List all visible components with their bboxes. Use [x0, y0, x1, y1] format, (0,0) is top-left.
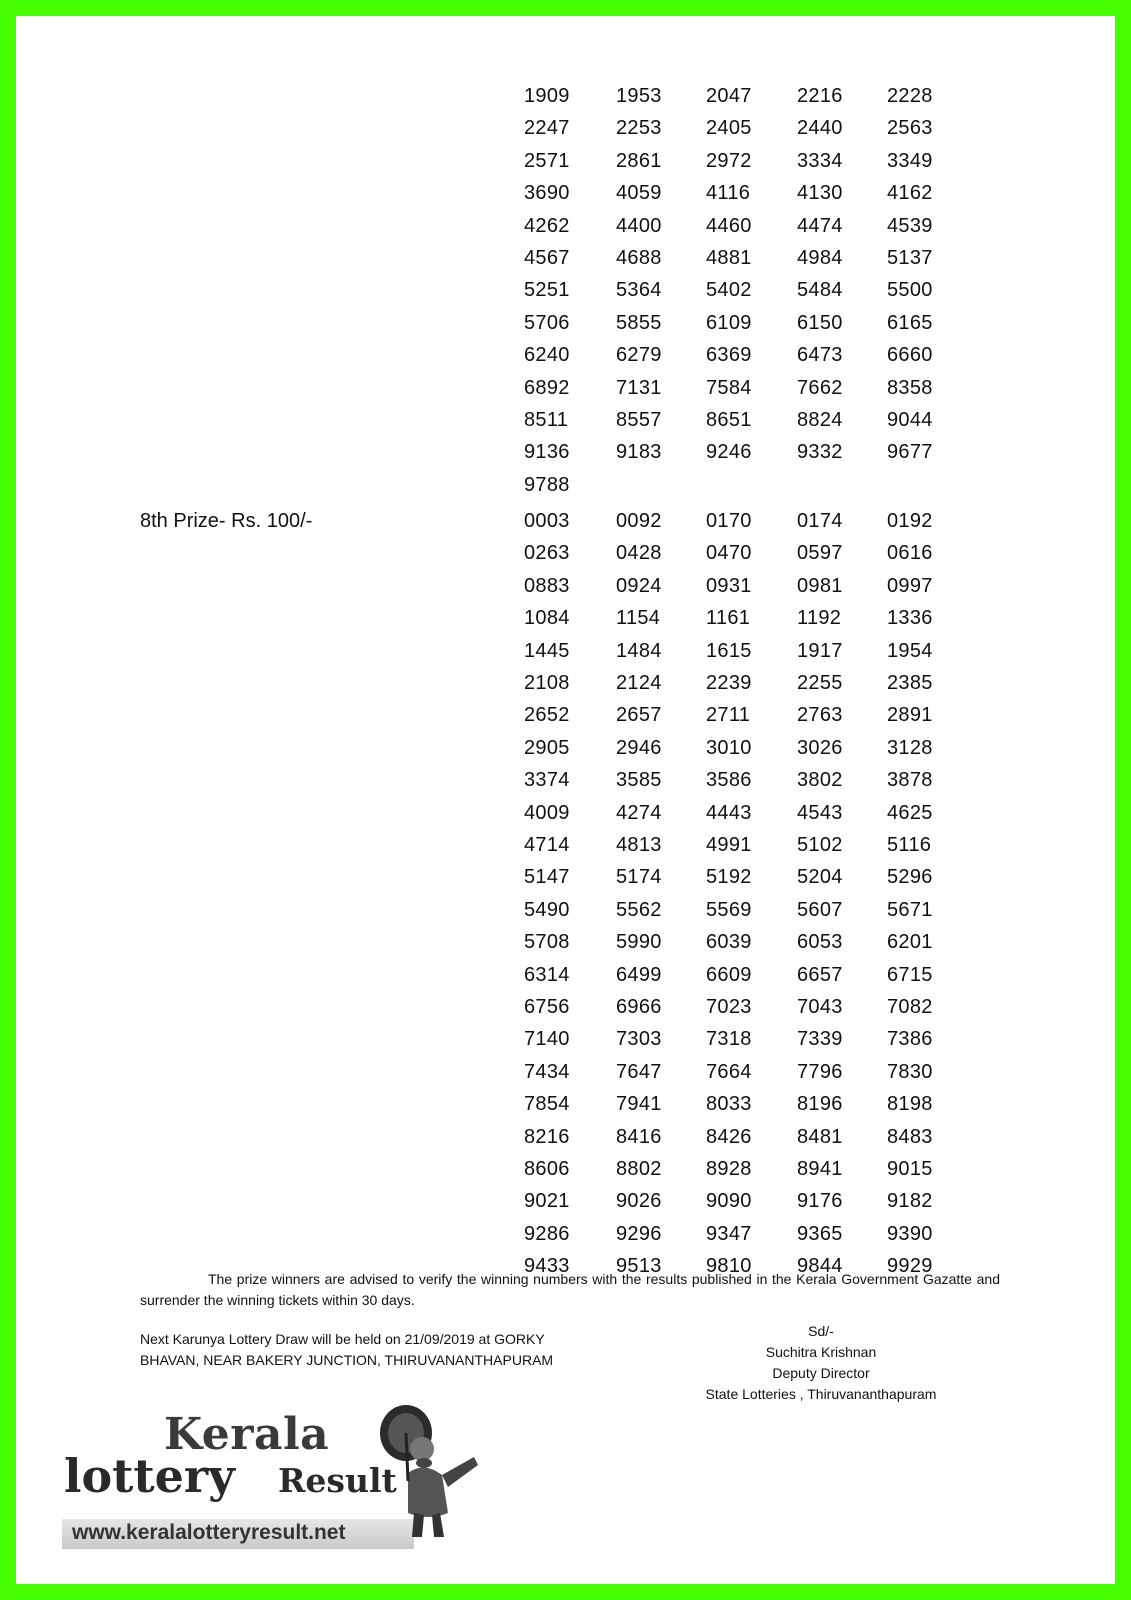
next-draw-line-1: Next Karunya Lottery Draw will be held on 21/09/2019 at GORKY [140, 1331, 545, 1347]
winning-number: 4984 [797, 246, 843, 269]
winning-number: 8928 [706, 1157, 752, 1180]
winning-number: 4009 [524, 801, 570, 824]
winning-number: 8216 [524, 1125, 570, 1148]
winning-number: 9015 [887, 1157, 933, 1180]
winning-number: 9788 [524, 473, 570, 496]
winning-number: 3802 [797, 769, 843, 792]
winning-number: 2239 [706, 672, 752, 695]
number-row [16, 570, 1115, 602]
result-page [16, 16, 1115, 1584]
number-row [16, 112, 1115, 144]
kerala-lottery-result-logo [60, 1411, 480, 1561]
winning-number: 7339 [797, 1028, 843, 1051]
winning-number: 7318 [706, 1028, 752, 1051]
winning-number: 7131 [616, 376, 662, 399]
winning-number: 8481 [797, 1125, 843, 1148]
winning-number: 5500 [887, 279, 933, 302]
winning-number: 3586 [706, 769, 752, 792]
winning-number: 8651 [706, 408, 752, 431]
winning-number: 4813 [616, 833, 662, 856]
winning-number: 9136 [524, 441, 570, 464]
winning-number: 4539 [887, 214, 933, 237]
number-row [16, 829, 1115, 861]
winning-number: 6314 [524, 963, 570, 986]
number-row [16, 926, 1115, 958]
winning-number: 1154 [616, 607, 661, 630]
winning-number: 6039 [706, 931, 752, 954]
winning-number: 7140 [524, 1028, 570, 1051]
winning-number: 2247 [524, 117, 570, 140]
number-row [16, 339, 1115, 371]
winning-number: 5708 [524, 931, 570, 954]
number-row [16, 667, 1115, 699]
winning-number: 8358 [887, 376, 933, 399]
number-row [16, 732, 1115, 764]
winning-number: 2385 [887, 672, 933, 695]
winning-number: 5671 [887, 898, 933, 921]
winning-number: 5204 [797, 866, 843, 889]
number-row [16, 505, 1115, 537]
winning-number: 5490 [524, 898, 570, 921]
winning-number: 2861 [616, 149, 662, 172]
winning-number: 9183 [616, 441, 662, 464]
winning-number: 8426 [706, 1125, 752, 1148]
signatory-name: Suchitra Krishnan [765, 1344, 877, 1360]
winning-number: 4059 [616, 182, 662, 205]
signature-block [656, 1321, 986, 1405]
winning-number: 6499 [616, 963, 662, 986]
signatory-designation: Deputy Director [772, 1365, 870, 1381]
winning-number: 6201 [887, 931, 933, 954]
winning-number: 9677 [887, 441, 933, 464]
winning-number: 2657 [616, 704, 662, 727]
winning-number: 9026 [616, 1190, 662, 1213]
winning-number: 3349 [887, 149, 933, 172]
winning-number: 6657 [797, 963, 843, 986]
signatory-office: State Lotteries , Thiruvananthapuram [705, 1386, 937, 1402]
next-draw-info [140, 1329, 610, 1371]
winning-number: 2563 [887, 117, 933, 140]
winning-number: 0174 [797, 510, 843, 533]
winning-number: 0192 [887, 510, 933, 533]
winning-numbers-block [16, 80, 1115, 1282]
winning-number: 1192 [797, 607, 842, 630]
winning-number: 2905 [524, 736, 570, 759]
winning-number: 4714 [524, 833, 570, 856]
number-row [16, 242, 1115, 274]
winning-number: 0616 [887, 542, 933, 565]
logo-word-result: Result [278, 1461, 397, 1500]
winning-number: 5102 [797, 833, 843, 856]
winning-number: 2255 [797, 672, 843, 695]
winning-number: 6109 [706, 311, 752, 334]
winning-number: 5706 [524, 311, 570, 334]
prize-label: 8th Prize- Rs. 100/- [140, 510, 313, 533]
winning-number: 0170 [706, 510, 752, 533]
winning-number: 7664 [706, 1060, 752, 1083]
number-row [16, 1023, 1115, 1055]
winning-number: 2228 [887, 85, 933, 107]
winning-number: 3026 [797, 736, 843, 759]
winning-number: 3690 [524, 182, 570, 205]
winning-number: 7043 [797, 995, 843, 1018]
number-row [16, 372, 1115, 404]
winning-number: 4991 [706, 833, 752, 856]
winning-number: 0470 [706, 542, 752, 565]
winning-number: 3878 [887, 769, 933, 792]
winning-number: 8557 [616, 408, 662, 431]
winning-number: 2652 [524, 704, 570, 727]
number-row [16, 991, 1115, 1023]
winning-number: 1954 [887, 639, 933, 662]
winning-number: 5607 [797, 898, 843, 921]
number-row [16, 404, 1115, 436]
winning-number: 6892 [524, 376, 570, 399]
winning-number: 6609 [706, 963, 752, 986]
winning-number: 2405 [706, 117, 752, 140]
winning-number: 6966 [616, 995, 662, 1018]
winning-number: 9246 [706, 441, 752, 464]
winning-number: 5251 [524, 279, 570, 302]
winning-number: 0092 [616, 510, 662, 533]
number-row [16, 1185, 1115, 1217]
winning-number: 5137 [887, 246, 933, 269]
number-row [16, 602, 1115, 634]
winning-number: 3128 [887, 736, 933, 759]
winning-number: 7434 [524, 1060, 570, 1083]
number-row [16, 436, 1115, 468]
winning-number: 1917 [797, 639, 843, 662]
winning-number: 7941 [616, 1093, 662, 1116]
winning-number: 6369 [706, 344, 752, 367]
number-row [16, 1218, 1115, 1250]
notice-text: The prize winners are advised to verify the winning numbers with the results published in the Kerala Government Gazatte and surrender the winning tickets within 30 days. [140, 1271, 1000, 1308]
winning-number: 1909 [524, 85, 570, 107]
winning-number: 2946 [616, 736, 662, 759]
winning-number: 5484 [797, 279, 843, 302]
winning-number: 4543 [797, 801, 843, 824]
winning-number: 0003 [524, 510, 570, 533]
winning-number: 7854 [524, 1093, 570, 1116]
winning-number: 1445 [524, 639, 570, 662]
winning-number: 5402 [706, 279, 752, 302]
number-row [16, 1121, 1115, 1153]
number-row [16, 274, 1115, 306]
winning-number: 8511 [524, 408, 569, 431]
winning-number: 6053 [797, 931, 843, 954]
winning-number: 7023 [706, 995, 752, 1018]
signature-sd: Sd/- [808, 1323, 834, 1339]
winning-number: 1953 [616, 85, 662, 107]
winning-number: 9513 [616, 1255, 662, 1278]
winning-number: 6715 [887, 963, 933, 986]
winning-number: 6165 [887, 311, 933, 334]
winning-number: 7386 [887, 1028, 933, 1051]
winning-number: 3010 [706, 736, 752, 759]
winning-number: 4400 [616, 214, 662, 237]
winning-number: 4262 [524, 214, 570, 237]
winning-number: 4625 [887, 801, 933, 824]
winning-number: 5147 [524, 866, 570, 889]
winning-number: 9176 [797, 1190, 843, 1213]
winning-number: 2253 [616, 117, 662, 140]
winning-number: 9433 [524, 1255, 570, 1278]
winning-number: 1484 [616, 639, 662, 662]
winning-number: 7303 [616, 1028, 662, 1051]
logo-word-lottery: lottery [64, 1449, 235, 1503]
winning-number: 6150 [797, 311, 843, 334]
winning-number: 3374 [524, 769, 570, 792]
winning-number: 5364 [616, 279, 662, 302]
number-row [16, 959, 1115, 991]
winning-number: 7647 [616, 1060, 662, 1083]
winning-number: 9286 [524, 1222, 570, 1245]
winning-number: 9044 [887, 408, 933, 431]
winning-number: 8606 [524, 1157, 570, 1180]
winning-number: 9332 [797, 441, 843, 464]
winning-number: 9929 [887, 1255, 933, 1278]
winning-number: 5569 [706, 898, 752, 921]
winning-number: 7796 [797, 1060, 843, 1083]
winning-number: 8416 [616, 1125, 662, 1148]
winning-number: 9810 [706, 1255, 752, 1278]
winning-number: 0263 [524, 542, 570, 565]
winning-number: 3334 [797, 149, 843, 172]
winning-number: 0597 [797, 542, 843, 565]
winning-number: 4443 [706, 801, 752, 824]
winning-number: 7662 [797, 376, 843, 399]
winning-number: 9296 [616, 1222, 662, 1245]
winning-number: 4474 [797, 214, 843, 237]
next-draw-line-2: BHAVAN, NEAR BAKERY JUNCTION, THIRUVANANTHAPURAM [140, 1352, 554, 1368]
winning-number: 9021 [524, 1190, 570, 1213]
logo-url: www.keralalotteryresult.net [72, 1521, 346, 1544]
winning-number: 2891 [887, 704, 933, 727]
winning-number: 0428 [616, 542, 662, 565]
winning-number: 2047 [706, 85, 752, 107]
winning-number: 8824 [797, 408, 843, 431]
winning-number: 7082 [887, 995, 933, 1018]
number-row [16, 1153, 1115, 1185]
winning-number: 6473 [797, 344, 843, 367]
winning-number: 2216 [797, 85, 843, 107]
winning-number: 2571 [524, 149, 570, 172]
number-row [16, 145, 1115, 177]
winning-number: 1336 [887, 607, 933, 630]
winning-number: 0997 [887, 574, 933, 597]
winning-number: 4130 [797, 182, 843, 205]
winning-number: 1084 [524, 607, 570, 630]
winning-number: 0931 [706, 574, 752, 597]
winning-number: 9390 [887, 1222, 933, 1245]
winning-number: 0924 [616, 574, 662, 597]
winning-number: 3585 [616, 769, 662, 792]
winning-number: 8033 [706, 1093, 752, 1116]
winning-number: 0981 [797, 574, 843, 597]
number-row [16, 1088, 1115, 1120]
winning-number: 4116 [706, 182, 751, 205]
number-row [16, 764, 1115, 796]
number-row [16, 861, 1115, 893]
winning-number: 5174 [616, 866, 662, 889]
number-row [16, 307, 1115, 339]
winning-number: 5296 [887, 866, 933, 889]
winning-number: 4567 [524, 246, 570, 269]
winning-number: 4460 [706, 214, 752, 237]
winning-number: 4162 [887, 182, 933, 205]
winning-number: 8198 [887, 1093, 933, 1116]
winning-number: 8483 [887, 1125, 933, 1148]
number-row [16, 80, 1115, 112]
winning-number: 9182 [887, 1190, 933, 1213]
winning-number: 5562 [616, 898, 662, 921]
number-row [16, 1056, 1115, 1088]
winning-number: 2711 [706, 704, 751, 727]
winning-number: 5855 [616, 311, 662, 334]
winning-number: 2108 [524, 672, 570, 695]
winning-number: 4688 [616, 246, 662, 269]
winning-number: 6279 [616, 344, 662, 367]
winning-number: 2763 [797, 704, 843, 727]
winning-number: 8802 [616, 1157, 662, 1180]
winning-number: 1615 [706, 639, 752, 662]
number-row [16, 469, 1115, 501]
winning-number: 6240 [524, 344, 570, 367]
winning-number: 6660 [887, 344, 933, 367]
umbrella-mascot-icon [378, 1403, 488, 1543]
winning-number: 2972 [706, 149, 752, 172]
number-row [16, 635, 1115, 667]
winning-number: 8196 [797, 1093, 843, 1116]
winning-number: 8941 [797, 1157, 843, 1180]
winning-number: 7830 [887, 1060, 933, 1083]
number-row [16, 177, 1115, 209]
verification-notice [140, 1269, 1000, 1311]
winning-number: 2124 [616, 672, 662, 695]
number-row [16, 797, 1115, 829]
winning-number: 9347 [706, 1222, 752, 1245]
logo-word-kerala: Kerala [164, 1409, 330, 1460]
winning-number: 9090 [706, 1190, 752, 1213]
winning-number: 9844 [797, 1255, 843, 1278]
winning-number: 5192 [706, 866, 752, 889]
winning-number: 0883 [524, 574, 570, 597]
logo-url-bar [62, 1519, 414, 1549]
winning-number: 6756 [524, 995, 570, 1018]
winning-number: 9365 [797, 1222, 843, 1245]
winning-number: 5990 [616, 931, 662, 954]
winning-number: 7584 [706, 376, 752, 399]
winning-number: 4274 [616, 801, 662, 824]
winning-number: 5116 [887, 833, 932, 856]
number-row [16, 210, 1115, 242]
number-row [16, 894, 1115, 926]
number-row [16, 537, 1115, 569]
number-row [16, 699, 1115, 731]
winning-number: 1161 [706, 607, 751, 630]
winning-number: 2440 [797, 117, 843, 140]
winning-number: 4881 [706, 246, 752, 269]
